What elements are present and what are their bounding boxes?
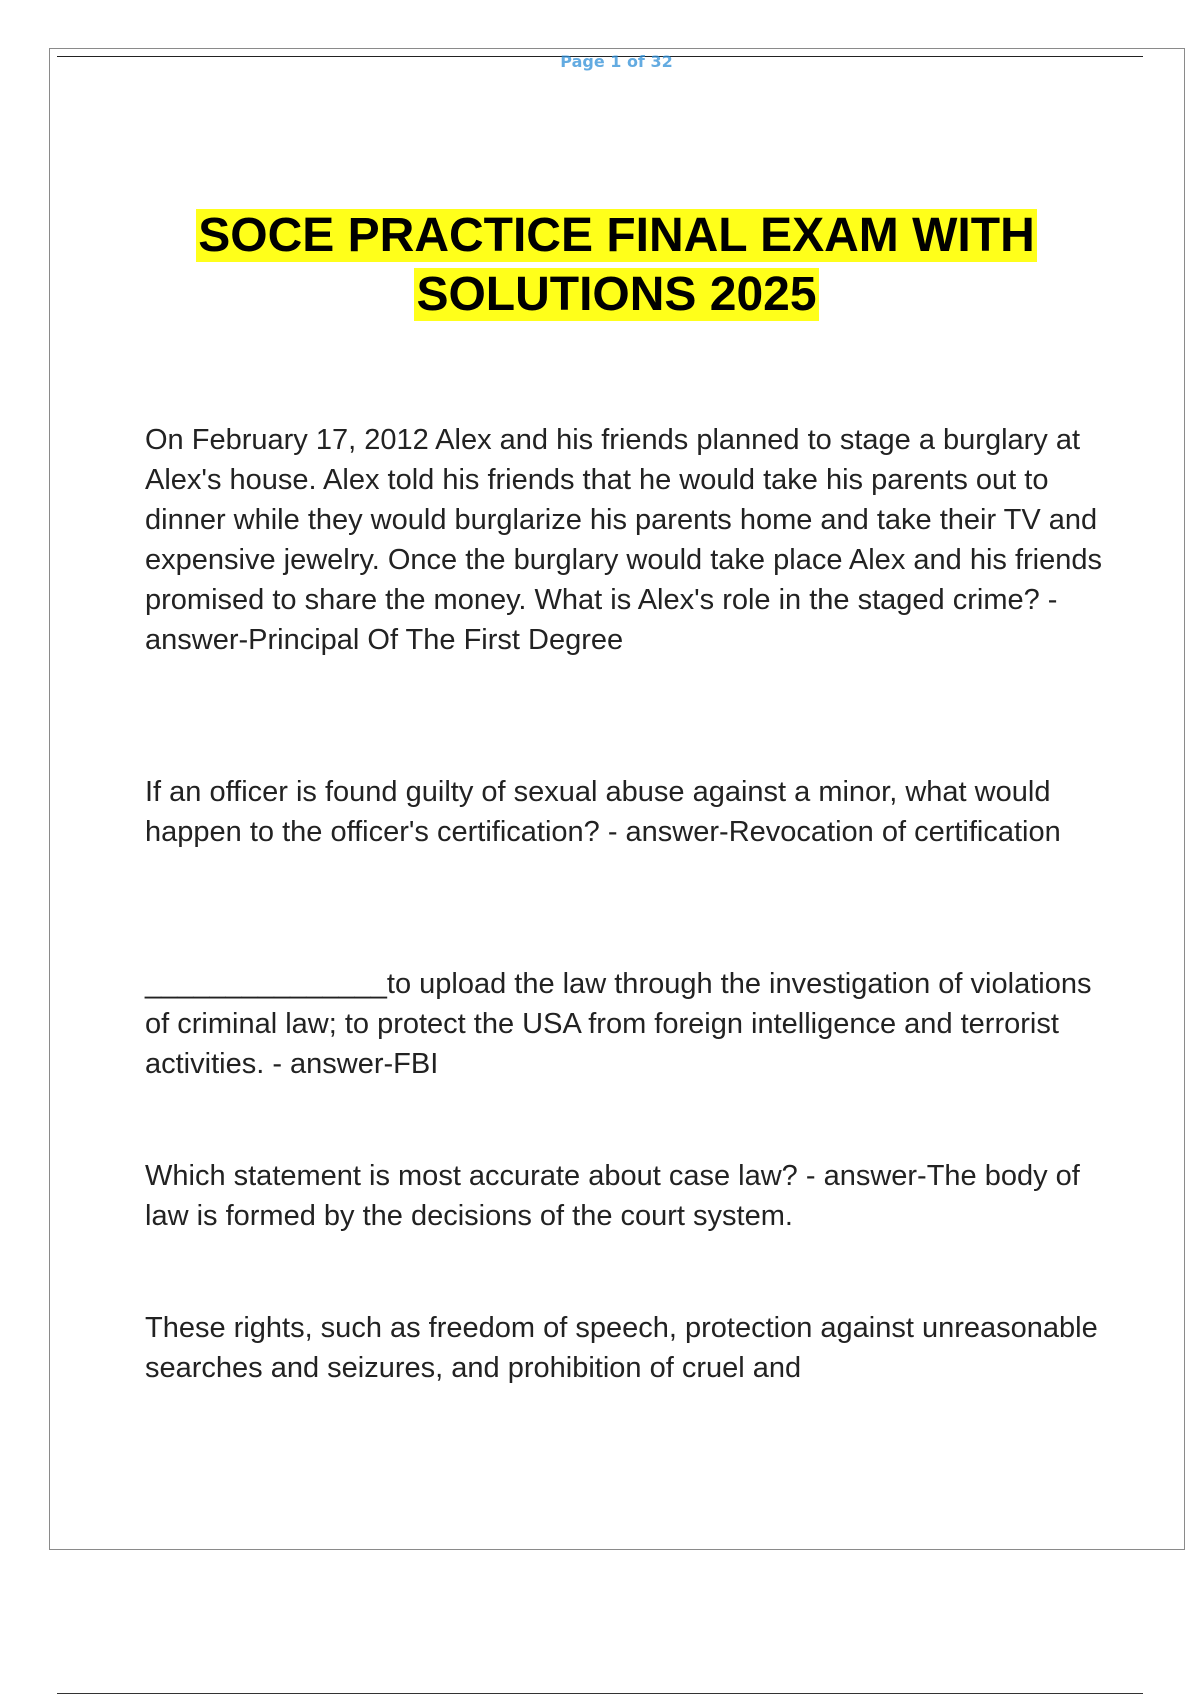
title-line-1: SOCE PRACTICE FINAL EXAM WITH (198, 209, 1035, 262)
document-title (0, 206, 1200, 324)
page-number: Page 1 of 32 (560, 52, 673, 71)
title-line-2: SOLUTIONS 2025 (416, 268, 817, 321)
question-5: These rights, such as freedom of speech, protection against unreasonable searches and seizures, and prohibition of cruel and (145, 1312, 1098, 1384)
question-3: _______________to upload the law through the investigation of violations of criminal law; to protect the USA from foreign intelligence and terrorist activities. - answer-FBI (145, 968, 1092, 1080)
question-4: Which statement is most accurate about case law? - answer-The body of law is formed by the decisions of the court system. (145, 1160, 1080, 1232)
question-2: If an officer is found guilty of sexual abuse against a minor, what would happen to the officer's certification? - answer-Revocation of certification (145, 776, 1061, 848)
footer-rule (57, 1693, 1143, 1694)
question-1: On February 17, 2012 Alex and his friends planned to stage a burglary at Alex's house. Alex told his friends that he would take his parents out to dinner while they would burglarize his parents home and take their TV and expensive jewelry. Once the burglary would take place Alex and his friends promised to share the money. What is Alex's role in the staged crime? - answer-Principal Of The First Degree (145, 424, 1102, 656)
